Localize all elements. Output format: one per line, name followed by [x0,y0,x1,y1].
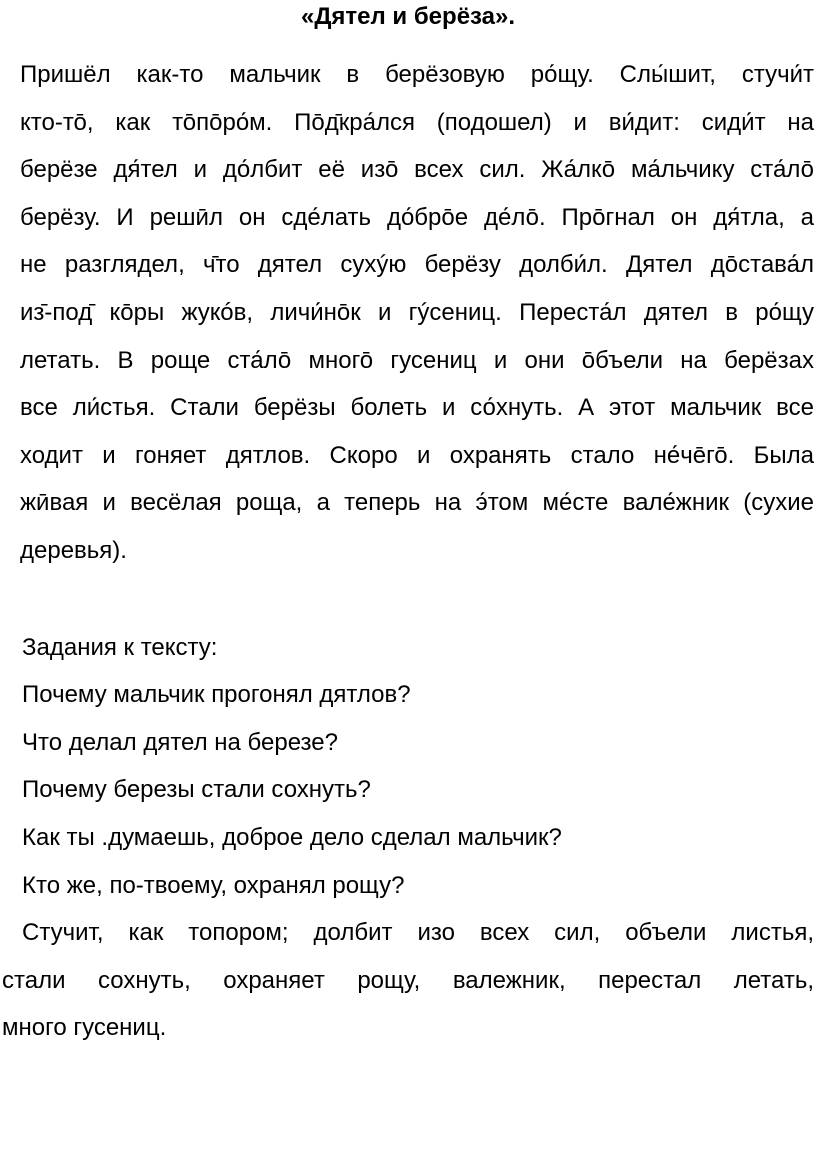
story-line: не разглядел, ч̄то дятел сухýю берёзу долби́л. Дятел до̄става́л [20,251,814,279]
answer-line: Стучит, как топором; долбит изо всех сил, объели листья, [22,919,814,947]
tasks-section [2,624,814,910]
story-line: жӣвая и весёлая роща, а теперь на э́том ме́сте вале́жник (сухие [20,489,814,517]
story-line: Пришёл как-то мальчик в берёзовую ро́щу. Слы́шит, стучи́т [20,61,814,88]
story-line: все ли́стья. Стали берёзы болеть и со́хнуть. А этот мальчик все [20,394,814,422]
story-line: деревья). [20,536,127,564]
answer-line: стали сохнуть, охраняет рощу, валежник, перестал летать, [2,966,814,994]
story-line: кто-то̄, как то̄по̄ро́м. По̄д̄кра́лся (подошел) и ви́дит: сиди́т на [20,108,814,136]
story-line: летать. В роще ста́ло̄ много̄ гусениц и они о̄бъели на берёзах [20,346,814,374]
story-line: берёзу. И решӣл он сде́лать до́бро̄е де́ло̄. Про̄гнал он дя́тла, а [20,203,814,231]
answer-line: много гусениц. [2,1014,167,1042]
story-text [2,51,814,575]
task-question: Что делал дятел на березе? [22,728,338,756]
story-title: «Дятел и берёза». [300,3,516,30]
story-line: ходит и гоняет дятлов. Скоро и охранять стало не́че̄го̄. Была [20,441,814,469]
tasks-heading: Задания к тексту: [22,633,218,661]
task-question: Как ты .думаешь, доброе дело сделал мальчик? [22,823,562,851]
story-line: из̄-под̄ ко̄ры жукóв, личи́но̄к и гýсениц. Переста́л дятел в ро́щу [20,298,814,326]
task-question: Почему березы стали сохнуть? [22,776,371,804]
story-line: берёзе дя́тел и до́лбит её изо̄ всех сил. Жа́лко̄ ма́льчику ста́ло̄ [20,156,814,184]
answer-words [2,909,814,1052]
task-question: Почему мальчик прогонял дятлов? [22,681,411,709]
document-page [0,3,816,1154]
task-question: Кто же, по-твоему, охранял рощу? [22,871,405,899]
